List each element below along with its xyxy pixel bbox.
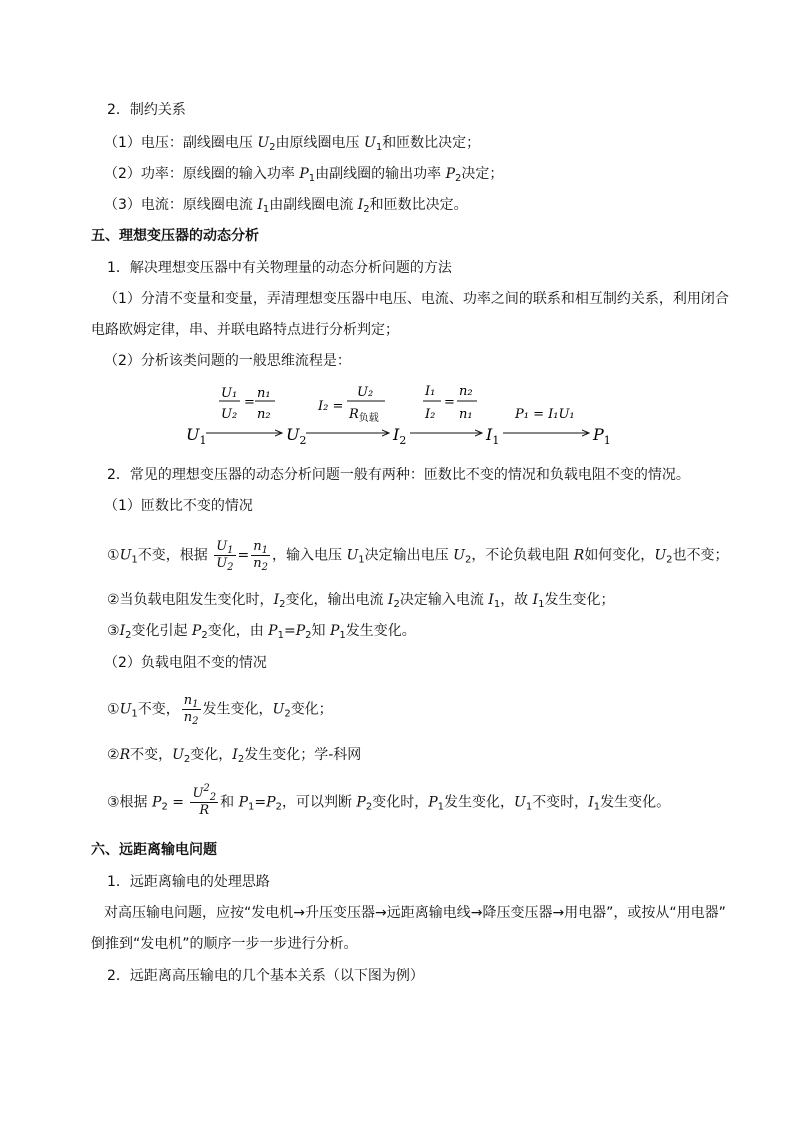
svg-text:n₁: n₁ [459, 407, 473, 422]
constraint-voltage: （1）电压：副线圈电压 $U_2$由原线圈电压 $U_1$和匝数比决定； [104, 135, 481, 153]
case1-title: （1）匝数比不变的情况 [104, 498, 253, 514]
flow-eq2 [317, 385, 385, 424]
svg-text:U₁: U₁ [221, 386, 238, 401]
case1-line1: $①U_1$不变，根据 $\frac{U_1}{U_2}$ = $\frac{n_1}{n_2}$ ，输入电压 $U_1$决定输出电压 $U_2$，不论负载电阻 R如何变化，$U_2$也不变； [107, 539, 729, 573]
constraint-power: （2）功率：原线圈的输入功率 $P_1$由副线圈的输出功率 $P_2$决定； [104, 166, 504, 184]
svg-text:I₂ =: I₂ = [318, 399, 344, 414]
ratio-u1-u2: $\frac{U_1}{U_2}$ [216, 539, 234, 573]
section-title-long-distance: 六、远距离输电问题 [91, 842, 217, 858]
flow-intro: （2）分析该类问题的一般思维流程是： [104, 353, 351, 369]
svg-text:U₂: U₂ [221, 407, 238, 422]
method-paragraph-line2: 电路欧姆定律，串、并联电路特点进行分析判定； [91, 322, 399, 338]
long-distance-paragraph-line2: 倒推到“发电机”的顺序一步一步进行分析。 [91, 936, 358, 952]
svg-text:I₂: I₂ [425, 407, 436, 422]
case1-line2: ②当负载电阻发生变化时，$I_2$变化，输出电流 $I_2$决定输入电流 $I_1$，故 $I_1$发生变化； [107, 592, 615, 610]
flow-eq3 [423, 384, 477, 422]
flow-node-p1: $P_1$ [593, 425, 611, 447]
ratio-n1-n2-b: $\frac{n_1}{n_2}$ [183, 693, 199, 727]
flow-node-u2: $U_2$ [286, 425, 307, 447]
svg-text:R负载: $R_{负载}$ [349, 407, 379, 424]
case2-title: （2）负载电阻不变的情况 [104, 655, 267, 671]
svg-text:n₂: n₂ [459, 384, 473, 399]
svg-text:n₁: n₁ [257, 386, 271, 401]
flow-node-u1: $U_1$ [186, 425, 207, 447]
svg-text:=: = [244, 395, 255, 410]
svg-text:U₂: U₂ [357, 385, 374, 400]
ratio-n1-n2: $\frac{n_1}{n_2}$ [253, 539, 269, 573]
case2-line3: ③根据 $P_2$ = $\frac{U^2_2}{R}$ 和 $P_1=P_2$，可以判断 $P_2$变化时，$P_1$发生变化，$U_1$不变时，$I_1$发生变化。 [107, 783, 671, 818]
two-cases-subheading: 2．常见的理想变压器的动态分析问题一般有两种：匝数比不变的情况和负载电阻不变的情况。 [107, 467, 690, 483]
flow-node-i1: $I_1$ [486, 425, 500, 447]
long-distance-subheading-1: 1．远距离输电的处理思路 [107, 874, 270, 890]
constraint-current: （3）电流：原线圈电流 $I_1$由副线圈电流 $I_2$和匝数比决定。 [104, 197, 468, 215]
flow-eq4: P₁ = I₁U₁ [515, 407, 575, 422]
flow-eq1 [219, 386, 275, 422]
flow-node-i2: $I_2$ [393, 425, 407, 447]
method-paragraph-line1: （1）分清不变量和变量，弄清理想变压器中电压、电流、功率之间的联系和相互制约关系，利用闭合 [104, 291, 729, 307]
case2-line2: ②R不变，$U_2$变化，$I_2$发生变化；学-科网 [107, 747, 362, 765]
svg-text:n₂: n₂ [257, 407, 271, 422]
ratio-u2sq-r: $\frac{U^2_2}{R}$ [192, 783, 217, 818]
section-title-dynamic-analysis: 五、理想变压器的动态分析 [91, 228, 259, 244]
section-heading-constraint: 2．制约关系 [107, 102, 186, 118]
method-subheading: 1．解决理想变压器中有关物理量的动态分析问题的方法 [107, 260, 452, 276]
long-distance-subheading-2: 2．远距离高压输电的几个基本关系（以下图为例） [107, 968, 424, 984]
svg-text:=: = [444, 395, 455, 410]
svg-text:I₁: I₁ [425, 384, 436, 399]
case2-line1: $①U_1$不变， $\frac{n_1}{n_2}$ 发生变化，$U_2$变化； [107, 693, 333, 727]
long-distance-paragraph-line1: 对高压输电问题，应按“发电机→升压变压器→远距离输电线→降压变压器→用电器”，或按从“用电器” [104, 905, 726, 921]
case1-line3: $③I_2$变化引起 $P_2$变化，由 $P_1=P_2$知 $P_1$发生变化。 [107, 623, 416, 641]
